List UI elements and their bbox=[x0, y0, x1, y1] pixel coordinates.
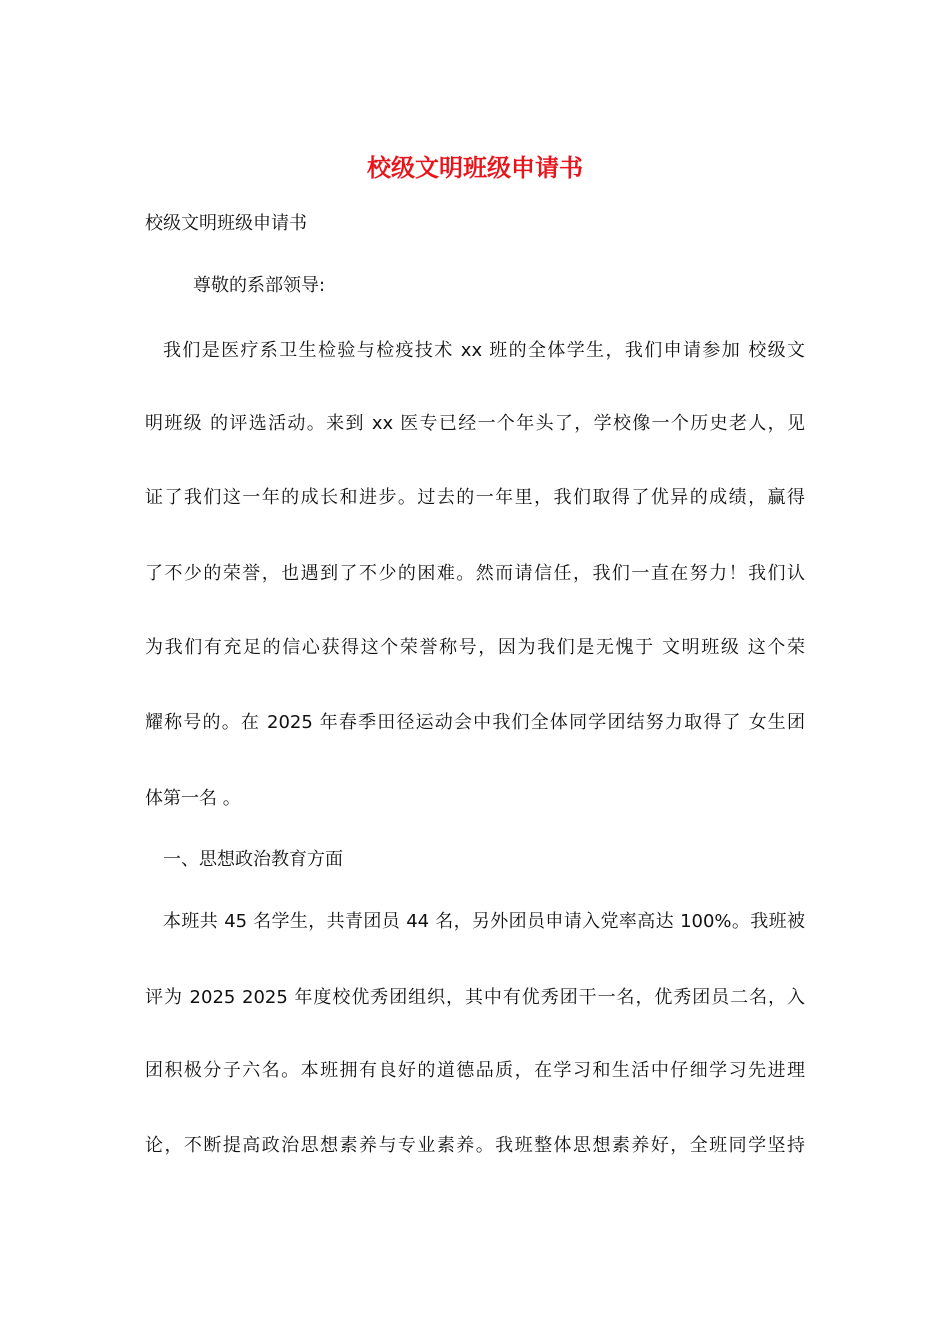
paragraph-line: 我们是医疗系卫生检验与检疫技术 xx 班的全体学生，我们申请参加 校级文 bbox=[163, 340, 805, 361]
paragraph-line: 明班级 的评选活动。来到 xx 医专已经一个年头了，学校像一个历史老人，见 bbox=[145, 413, 805, 434]
document-title: 校级文明班级申请书 bbox=[367, 153, 583, 182]
paragraph-line: 证了我们这一年的成长和进步。过去的一年里，我们取得了优异的成绩，赢得 bbox=[145, 487, 805, 508]
paragraph-line: 本班共 45 名学生，共青团员 44 名，另外团员申请入党率高达 100%。我班被 bbox=[163, 911, 805, 932]
paragraph-line: 耀称号的。在 2025 年春季田径运动会中我们全体同学团结努力取得了 女生团 bbox=[145, 712, 805, 733]
paragraph-line: 为我们有充足的信心获得这个荣誉称号，因为我们是无愧于 文明班级 这个荣 bbox=[145, 637, 805, 658]
salutation: 尊敬的系部领导: bbox=[193, 275, 326, 296]
paragraph-line: 体第一名 。 bbox=[145, 788, 241, 809]
document-subtitle: 校级文明班级申请书 bbox=[145, 213, 307, 234]
section-heading: 一、思想政治教育方面 bbox=[163, 849, 343, 870]
paragraph-line: 团积极分子六名。本班拥有良好的道德品质，在学习和生活中仔细学习先进理 bbox=[145, 1060, 805, 1081]
paragraph-line: 评为 2025 2025 年度校优秀团组织，其中有优秀团干一名，优秀团员二名，入 bbox=[145, 987, 805, 1008]
paragraph-line: 了不少的荣誉，也遇到了不少的困难。然而请信任，我们一直在努力！我们认 bbox=[145, 563, 805, 584]
paragraph-line: 论，不断提高政治思想素养与专业素养。我班整体思想素养好，全班同学坚持 bbox=[145, 1135, 805, 1156]
